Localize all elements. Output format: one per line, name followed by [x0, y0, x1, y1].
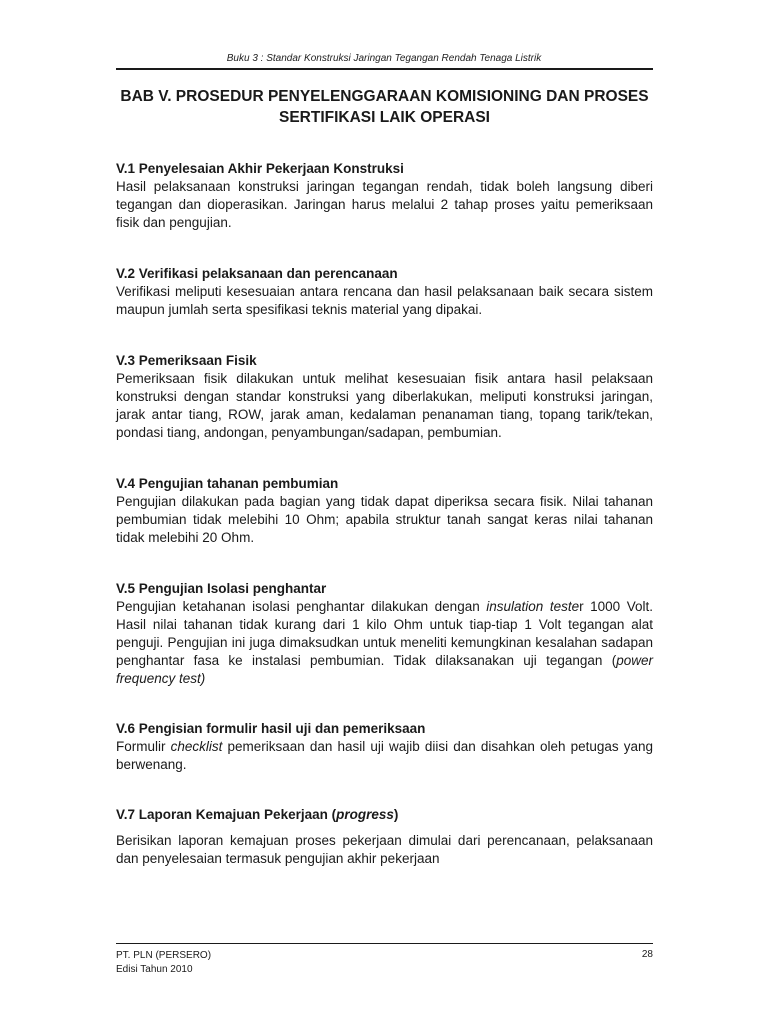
header-divider: [116, 68, 653, 70]
running-header: Buku 3 : Standar Konstruksi Jaringan Tegangan Rendah Tenaga Listrik: [226, 53, 542, 64]
italic-term: power frequency test): [116, 653, 653, 686]
section-title: V.3 Pemeriksaan Fisik: [116, 353, 257, 368]
section-body: Pengujian dilakukan pada bagian yang tidak dapat diperiksa secara fisik. Nilai tahanan pembumian tidak melebihi 10 Ohm; apabila struktur tanah sangat keras nilai tahanan tidak melebihi 20 Ohm.: [116, 494, 653, 545]
section-title: V.2 Verifikasi pelaksanaan dan perencanaan: [116, 266, 398, 281]
section-body: [116, 598, 653, 688]
body-text: Pengujian ketahanan isolasi penghantar dilakukan dengan: [116, 599, 487, 614]
body-text: Formulir: [116, 739, 171, 754]
chapter-title-line-1: BAB V. PROSEDUR PENYELENGGARAAN KOMISIONING DAN PROSES: [120, 88, 649, 105]
section-v3: [116, 352, 653, 442]
chapter-title-line-2: SERTIFIKASI LAIK OPERASI: [279, 109, 490, 126]
section-body: Pemeriksaan fisik dilakukan untuk melihat kesesuaian fisik antara hasil pelaksaan konstruksi dengan standar konstruksi yang diberlakukan, meliputi konstruksi jaringan, jarak antar tiang, ROW, jarak aman, kedalaman penanaman tiang, topang tarik/tekan, pondasi tiang, andongan, penyambungan/sadapan, pembumian.: [116, 371, 653, 440]
body-text: pemeriksaan dan hasil uji wajib diisi dan disahkan oleh petugas yang berwenang.: [116, 739, 654, 772]
section-body: [116, 738, 653, 774]
chapter-title: [116, 86, 653, 128]
section-v2: [116, 265, 653, 319]
section-title: V.1 Penyelesaian Akhir Pekerjaan Konstruksi: [116, 161, 404, 176]
footer-company: PT. PLN (PERSERO): [116, 950, 212, 961]
section-v1: [116, 160, 653, 232]
footer-edition: Edisi Tahun 2010: [116, 964, 193, 975]
footer-divider: [116, 943, 653, 944]
section-body: Berisikan laporan kemajuan proses pekerjaan dimulai dari perencanaan, pelaksanaan dan penyelesaian termasuk pengujian akhir pekerjaan: [116, 833, 653, 866]
section-v6: [116, 720, 653, 774]
section-title: V.6 Pengisian formulir hasil uji dan pemeriksaan: [116, 721, 426, 736]
footer-info: [116, 949, 211, 977]
body-text: r 1000 Volt. Hasil nilai tahanan tidak kurang dari 1 kilo Ohm untuk tiap-tiap 1 Volt tegangan alat penguji. Pengujian ini juga dimaksudkan untuk meneliti kemungkinan kesalahan sadapan penghantar fasa ke instalasi pembumian. Tidak dilaksanakan uji tegangan (: [116, 599, 653, 668]
section-body: Hasil pelaksanaan konstruksi jaringan tegangan rendah, tidak boleh langsung diberi tegangan dan dioperasikan. Jaringan harus melalui 2 tahap proses yaitu pemeriksaan fisik dan pengujian.: [116, 179, 653, 230]
section-v4: [116, 475, 653, 547]
section-v7: [116, 806, 653, 868]
section-title: [116, 806, 653, 824]
title-text: V.7 Laporan Kemajuan Pekerjaan (: [116, 807, 337, 822]
italic-term: checklist: [170, 739, 223, 754]
italic-term: progress: [336, 807, 394, 822]
section-body: Verifikasi meliputi kesesuaian antara rencana dan hasil pelaksanaan baik secara sistem maupun jumlah serta spesifikasi teknis material yang dipakai.: [116, 284, 653, 317]
page-number: 28: [641, 949, 653, 960]
title-text: ): [393, 807, 399, 822]
section-v5: [116, 580, 653, 688]
section-title: V.4 Pengujian tahanan pembumian: [116, 476, 339, 491]
italic-term: insulation teste: [486, 599, 580, 614]
section-title: V.5 Pengujian Isolasi penghantar: [116, 581, 327, 596]
